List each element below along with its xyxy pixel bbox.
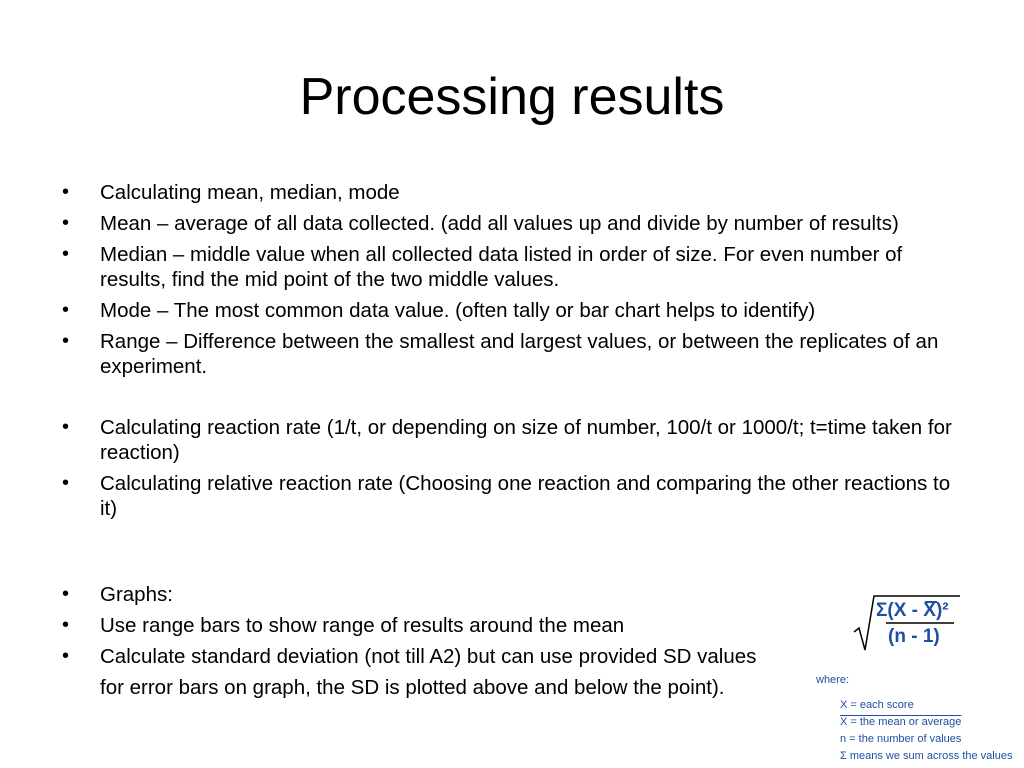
bullet-icon: •: [62, 299, 70, 321]
bullet-text: Calculating mean, median, mode: [100, 181, 400, 204]
bullet-text: Calculating relative reaction rate (Choosing one reaction and comparing the other reactions to it): [100, 472, 951, 520]
bullet-icon: •: [62, 330, 70, 352]
bullet-item: [60, 242, 960, 292]
bullet-item: [60, 415, 960, 465]
legend-line: X = each score: [840, 699, 914, 711]
legend-line: n = the number of values: [840, 733, 962, 745]
bullet-text: Median – middle value when all collected data listed in order of size. For even number of results, find the mid point of the two middle values.: [100, 243, 903, 291]
bullet-icon: •: [62, 416, 70, 438]
bullet-icon: •: [62, 181, 70, 203]
legend-line: Σ means we sum across the values: [840, 750, 1013, 762]
legend-line: X = the mean or average: [840, 716, 962, 728]
bullet-item: [60, 644, 960, 669]
standard-deviation-formula: [850, 590, 965, 660]
spacer: [60, 385, 960, 415]
formula-where-label: where:: [816, 674, 850, 686]
continuation-text: for error bars on graph, the SD is plotted above and below the point).: [100, 676, 725, 699]
bullet-icon: •: [62, 583, 70, 605]
bullet-text: Mean – average of all data collected. (add all values up and divide by number of results): [100, 212, 899, 235]
bullet-icon: •: [62, 243, 70, 265]
bullet-list: [60, 180, 960, 700]
bullet-text: Graphs:: [100, 583, 173, 606]
bullet-text: Mode – The most common data value. (often tally or bar chart helps to identify): [100, 299, 816, 322]
bullet-item: [60, 613, 960, 638]
bullet-text: Calculating reaction rate (1/t, or depending on size of number, 100/t or 1000/t; t=time taken for reaction): [100, 416, 952, 464]
bullet-icon: •: [62, 614, 70, 636]
bullet-text: Range – Difference between the smallest and largest values, or between the replicates of an experiment.: [100, 330, 939, 378]
spacer: [60, 527, 960, 582]
formula-numerator: Σ(X - X)²: [876, 600, 949, 621]
formula-legend: [840, 697, 1012, 765]
bullet-text: Calculate standard deviation (not till A2) but can use provided SD values: [100, 645, 757, 668]
bullet-item: [60, 471, 960, 521]
bullet-item: [60, 329, 960, 379]
bullet-icon: •: [62, 645, 70, 667]
bullet-icon: •: [62, 472, 70, 494]
bullet-item: [60, 582, 960, 607]
bullet-item: [60, 298, 960, 323]
slide-title: Processing results: [299, 68, 725, 126]
bullet-icon: •: [62, 212, 70, 234]
bullet-item: [60, 211, 960, 236]
bullet-text: Use range bars to show range of results around the mean: [100, 614, 625, 637]
bullet-item: [60, 180, 960, 205]
formula-denominator: (n - 1): [888, 626, 940, 647]
